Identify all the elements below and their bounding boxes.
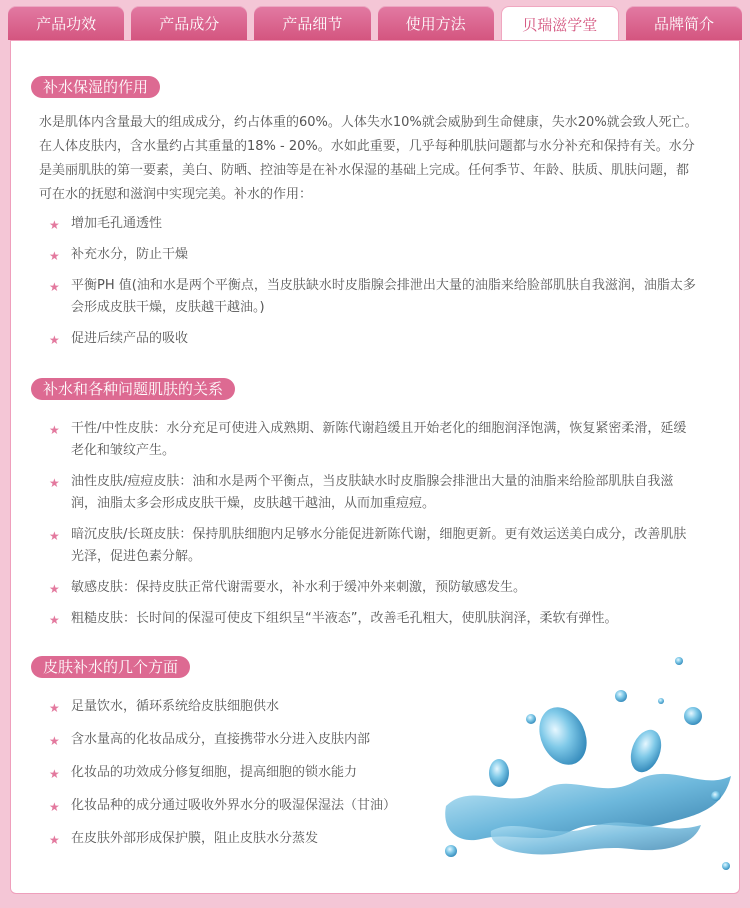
tab-bar xyxy=(8,6,742,40)
hydration-aspects-list xyxy=(49,696,429,850)
section-title-hydration-aspects: 皮肤补水的几个方面 xyxy=(31,656,190,678)
list-item xyxy=(49,577,699,599)
list-item-text: 干性/中性皮肤：水分充足可使进入成熟期、新陈代谢趋缓且开始老化的细胞润泽饱满，恢复紧密柔滑，延缓老化和皱纹产生。 xyxy=(71,421,687,458)
list-item-text: 暗沉皮肤/长斑皮肤：保持肌肤细胞内足够水分能促进新陈代谢，细胞更新。更有效运送美白成分，改善肌肤光泽，促进色素分解。 xyxy=(71,527,687,564)
list-item-text: 足量饮水，循环系统给皮肤细胞供水 xyxy=(71,699,280,714)
list-item xyxy=(49,471,699,515)
star-icon: ★ xyxy=(49,249,60,263)
tab-product-details[interactable]: 产品细节 xyxy=(254,6,370,40)
star-icon: ★ xyxy=(49,701,60,715)
tab-product-effect[interactable]: 产品功效 xyxy=(8,6,124,40)
list-item xyxy=(49,828,429,850)
star-icon: ★ xyxy=(49,280,60,294)
list-item xyxy=(49,608,699,630)
section-title-problem-skin: 补水和各种问题肌肤的关系 xyxy=(31,378,235,400)
list-item xyxy=(49,213,699,235)
list-item-text: 增加毛孔通透性 xyxy=(71,216,163,231)
list-item xyxy=(49,328,699,350)
list-item xyxy=(49,795,429,817)
list-item-text: 促进后续产品的吸收 xyxy=(71,331,189,346)
star-icon: ★ xyxy=(49,218,60,232)
star-icon: ★ xyxy=(49,529,60,543)
list-item-text: 油性皮肤/痘痘皮肤：油和水是两个平衡点，当皮肤缺水时皮脂腺会排泄出大量的油脂来给脸部肌肤自我滋润，油脂太多会形成皮肤干燥，皮肤越干越油，从而加重痘痘。 xyxy=(71,474,674,511)
list-item xyxy=(49,729,429,751)
star-icon: ★ xyxy=(49,423,60,437)
hydration-benefits-list xyxy=(49,213,699,350)
list-item xyxy=(49,524,699,568)
tab-brand-intro[interactable]: 品牌简介 xyxy=(626,6,742,40)
star-icon: ★ xyxy=(49,734,60,748)
list-item xyxy=(49,418,699,462)
content-panel xyxy=(10,40,740,894)
tab-product-ingredients[interactable]: 产品成分 xyxy=(131,6,247,40)
star-icon: ★ xyxy=(49,582,60,596)
water-splash-image xyxy=(431,641,740,891)
list-item-text: 化妆品的功效成分修复细胞，提高细胞的锁水能力 xyxy=(71,765,358,780)
list-item-text: 敏感皮肤：保持皮肤正常代谢需要水，补水利于缓冲外来刺激，预防敏感发生。 xyxy=(71,580,527,595)
star-icon: ★ xyxy=(49,833,60,847)
star-icon: ★ xyxy=(49,800,60,814)
list-item-text: 补充水分，防止干燥 xyxy=(71,247,189,262)
list-item xyxy=(49,762,429,784)
star-icon: ★ xyxy=(49,333,60,347)
list-item xyxy=(49,696,429,718)
list-item-text: 在皮肤外部形成保护膜，阻止皮肤水分蒸发 xyxy=(71,831,319,846)
list-item-text: 粗糙皮肤：长时间的保湿可使皮下组织呈“半液态”，改善毛孔粗大，使肌肤润泽，柔软有弹性。 xyxy=(71,611,618,626)
list-item xyxy=(49,275,699,319)
problem-skin-list xyxy=(49,418,699,630)
star-icon: ★ xyxy=(49,767,60,781)
tab-usage[interactable]: 使用方法 xyxy=(378,6,494,40)
star-icon: ★ xyxy=(49,613,60,627)
section-title-hydration-role: 补水保湿的作用 xyxy=(31,76,160,98)
list-item-text: 化妆品种的成分通过吸收外界水分的吸湿保湿法（甘油） xyxy=(71,798,397,813)
list-item-text: 平衡PH 值(油和水是两个平衡点，当皮肤缺水时皮脂腺会排泄出大量的油脂来给脸部肌肤自我滋润，油脂太多会形成皮肤干燥，皮肤越干越油。) xyxy=(71,278,696,315)
star-icon: ★ xyxy=(49,476,60,490)
list-item xyxy=(49,244,699,266)
tab-academy[interactable]: 贝瑞滋学堂 xyxy=(501,6,619,41)
section-intro: 水是肌体内含量最大的组成成分，约占体重的60%。人体失水10%就会威胁到生命健康，失水20%就会致人死亡。在人体皮肤内，含水量约占其重量的18% - 20%。水如此重要，几乎每种肌肤问题都与水分补充和保持有关。水分是美丽肌肤的第一要素，美白、防晒、控油等是在补水保湿的基础上完成。任何季节、年龄、肤质、肌肤问题，都可在水的抚慰和滋润中实现完美。补水的作用： xyxy=(39,115,698,202)
list-item-text: 含水量高的化妆品成分，直接携带水分进入皮肤内部 xyxy=(71,732,371,747)
